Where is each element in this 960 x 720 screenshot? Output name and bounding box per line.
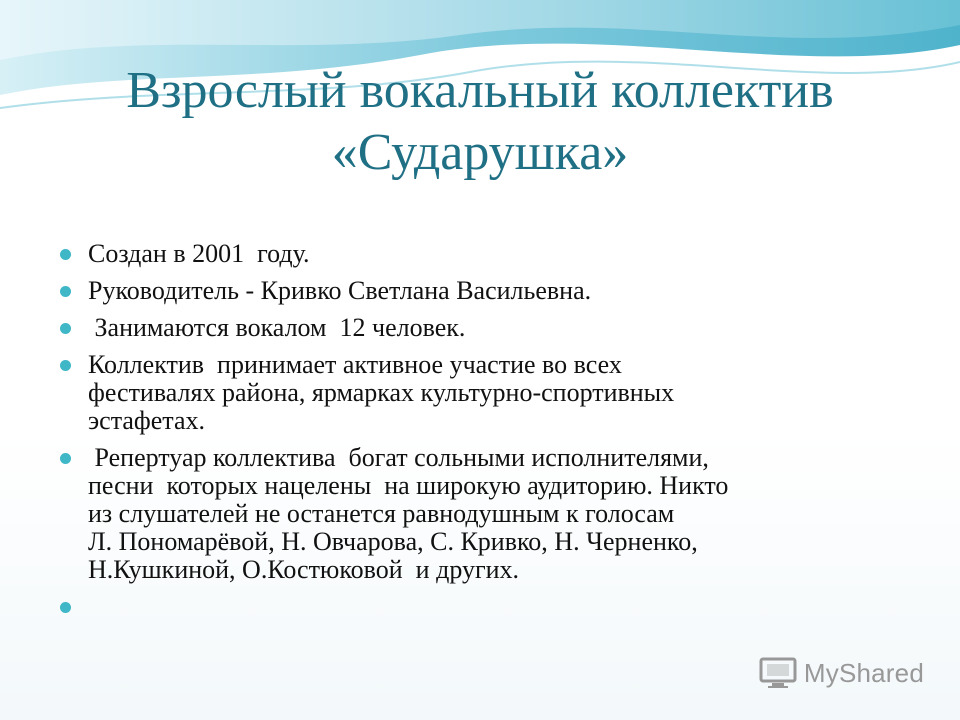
watermark-text: MyShared: [803, 657, 924, 688]
bullet-text: Коллектив принимает активное участие во всех фестивалях района, ярмарках культурно-спортивных эстафетах.: [88, 350, 675, 435]
monitor-logo-icon: [758, 656, 798, 690]
bullet-item-participation: [60, 351, 860, 435]
bullet-text: Руководитель - Кривко Светлана Васильевна.: [88, 276, 592, 305]
slide-title-line-1: Взрослый вокальный коллектив: [126, 62, 834, 119]
bullet-dot-icon: [60, 602, 71, 613]
bullet-text: Создан в 2001 году.: [88, 239, 310, 268]
bullet-item-director: [60, 277, 860, 305]
myshared-watermark: [758, 656, 924, 690]
slide-title: [40, 60, 920, 184]
bullet-dot-icon: [60, 323, 71, 334]
bullet-item-repertoire: [60, 444, 860, 584]
bullet-item-founded: [60, 240, 860, 268]
bullet-item-members: [60, 314, 860, 342]
bullet-dot-icon: [60, 249, 71, 260]
bullet-text: Репертуар коллектива богат сольными исполнителями, песни которых нацелены на широкую аудиторию. Никто из слушателей не останется равнодушным к голосам Л. Пономарёвой, Н. Овчарова, С. Кривко, Н. Черненко, Н.Кушкиной, О.Костюковой и других.: [88, 443, 729, 584]
bullet-list: [60, 240, 860, 593]
slide-title-line-2: «Сударушка»: [331, 124, 629, 181]
bullet-dot-icon: [60, 453, 71, 464]
bullet-text: Занимаются вокалом 12 человек.: [88, 313, 466, 342]
bullet-dot-icon: [60, 360, 71, 371]
bullet-dot-icon: [60, 286, 71, 297]
